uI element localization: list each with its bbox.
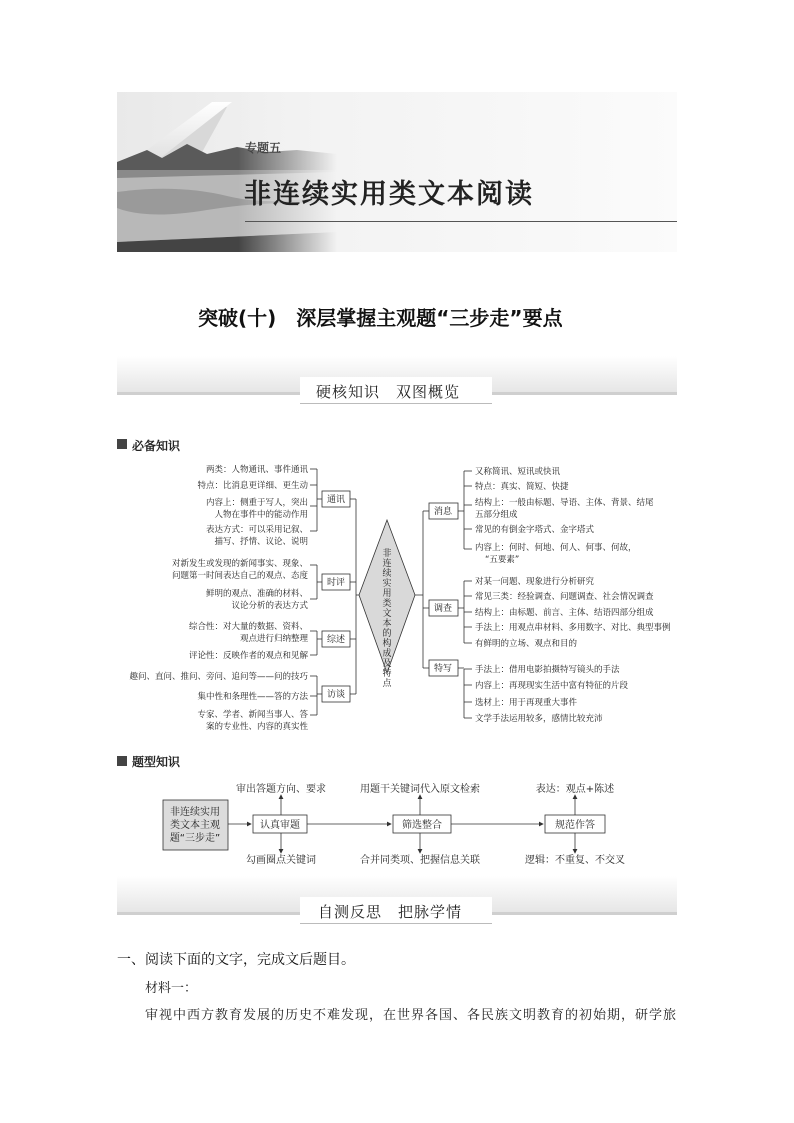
svg-text:特: 特 [382,669,392,679]
mindmap-item: 集中性和条理性——答的方法 [197,692,308,702]
svg-text:本: 本 [382,619,392,629]
node-fangtan: 访谈 [326,690,346,700]
flow-step-2: 筛选整合 [402,820,442,831]
node-tongxun: 通讯 [326,495,346,505]
svg-text:连: 连 [382,559,392,569]
mindmap [110,455,690,755]
mindmap-item: 鲜明的观点、准确的材料、 [205,589,308,599]
mindmap-item: 手法上：借用电影拍摄特写镜头的手法 [475,665,620,675]
node-xiaoxi: 消息 [433,507,453,517]
material-label: 材料一： [145,981,198,996]
svg-text:构: 构 [382,639,392,649]
svg-text:非: 非 [382,549,392,559]
mindmap-item: 文学手法运用较多，感情比较充沛 [475,714,603,724]
flow-step-1: 认真审题 [260,820,300,831]
mindmap-item: 五部分组成 [475,510,518,520]
mindmap-item: “五要素” [485,555,520,565]
mindmap-item: 两类：人物通讯、事件通讯 [205,465,308,475]
banner-rule [245,221,677,222]
question-intro: 一、阅读下面的文字，完成文后题目。 [117,952,355,968]
svg-text:用: 用 [382,589,392,599]
flow-top-note: 审出答题方向、要求 [236,784,326,795]
svg-text:点: 点 [382,679,392,689]
svg-text:及: 及 [382,659,392,669]
mindmap-item: 表达方式：可以采用记叙、 [205,525,308,535]
svg-text:续: 续 [382,569,392,579]
svg-text:实: 实 [382,579,392,589]
svg-text:文: 文 [382,609,392,619]
svg-text:成: 成 [382,649,392,659]
mindmap-item: 选材上：用于再现重大事件 [475,698,578,708]
section-marker-icon [117,439,127,449]
mindmap-item: 又称简讯、短讯或快讯 [475,467,561,477]
mindmap-item: 常见三类：经验调查、问题调查、社会情况调查 [475,592,654,602]
section-heading: 必备知识 [132,439,181,453]
node-shiping: 时评 [326,578,346,588]
section-heading: 题型知识 [132,755,181,769]
material-text: 审视中西方教育发展的历史不难发现，在世界各国、各民族文明教育的初始期，研学旅 [145,1008,678,1023]
flow-top-note: 用题干关键词代入原文检索 [360,784,480,795]
mindmap-item: 描写、抒情、议论、说明 [214,537,308,547]
banner-title: 非连续实用类文本阅读 [244,179,534,210]
mindmap-item: 对新发生或发现的新闻事实、现象、 [171,559,308,569]
mindmap-item: 有鲜明的立场、观点和目的 [475,639,578,649]
mindmap-item: 问题第一时间表达自己的观点、态度 [171,571,308,581]
node-diaocha: 调查 [433,604,453,614]
mindmap-item: 对某一问题、现象进行分析研究 [475,577,595,587]
flow-start-label: 题“三步走” [169,833,221,844]
section-marker-icon [117,756,127,766]
flow-diagram [155,775,635,865]
mindmap-center-label [382,547,392,689]
mindmap-item: 观点进行归纳整理 [239,634,308,644]
node-texie: 特写 [433,664,453,674]
mindmap-item: 特点：比消息更详细、更生动 [197,481,308,491]
mindmap-item: 评论性：反映作者的观点和见解 [188,651,308,661]
mindmap-item: 综合性：对大量的数据、资料、 [188,622,308,632]
mindmap-item: 特点：真实、简短、快捷 [475,482,569,492]
flow-bottom-note: 逻辑：不重复、不交叉 [525,855,625,865]
mindmap-item: 议论分析的表达方式 [231,601,308,611]
mindmap-item: 内容上：何时、何地、何人、何事、何故， [475,543,637,553]
mindmap-item: 专家、学者、新闻当事人、答 [197,710,308,720]
mindmap-item: 内容上：再现现实生活中富有特征的片段 [475,681,629,691]
band-label: 自测反思 把脉学情 [318,903,463,921]
flow-step-3: 规范作答 [555,820,595,831]
mindmap-item: 趣问、直问、推问、旁问、追问等——问的技巧 [129,672,308,682]
band-label: 硬核知识 双图概览 [316,383,461,401]
page-title: 突破(十) 深层掌握主观题“三步走”要点 [198,306,563,330]
flow-start-label: 非连续实用 [170,807,220,818]
mindmap-item: 结构上：由标题、前言、主体、结语四部分组成 [475,608,654,618]
svg-text:类: 类 [382,599,392,609]
flow-bottom-note: 勾画圈点关键词 [246,855,316,865]
banner-subtitle: 专题五 [245,141,282,155]
flow-top-note: 表达：观点+陈述 [535,784,615,795]
flow-start-label: 类文本主观 [170,820,220,831]
mindmap-item: 常见的有倒金字塔式、金字塔式 [475,525,595,535]
svg-text:的: 的 [382,629,392,639]
mindmap-item: 案的专业性、内容的真实性 [205,722,308,732]
flow-bottom-note: 合并同类项、把握信息关联 [360,855,480,865]
node-zongshu: 综述 [326,635,346,645]
mindmap-item: 内容上：侧重于写人，突出 [205,498,308,508]
mindmap-item: 手法上：用观点串材料、多用数字、对比、典型事例 [475,623,671,633]
mindmap-item: 人物在事件中的能动作用 [214,510,308,520]
mindmap-item: 结构上：一般由标题、导语、主体、背景、结尾 [475,498,654,508]
